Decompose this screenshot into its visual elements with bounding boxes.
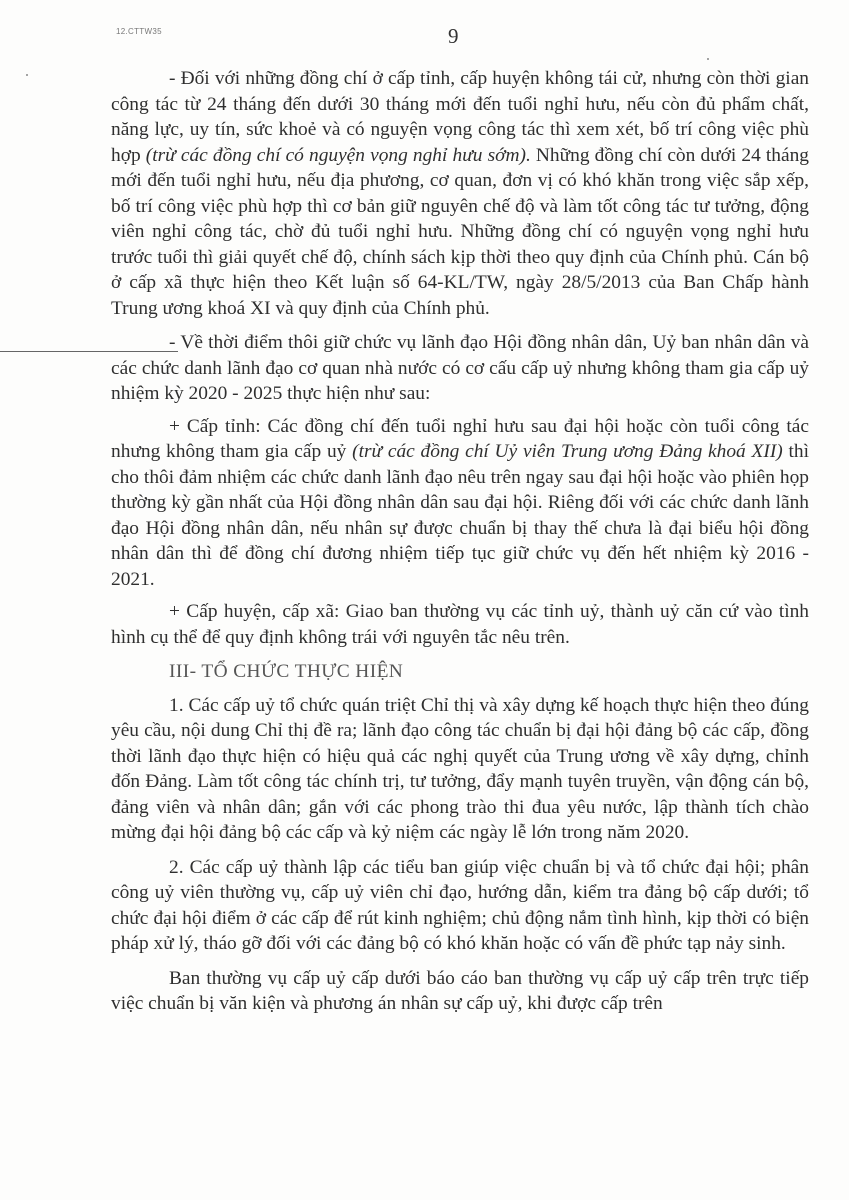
- paragraph-provincial-level: [111, 414, 809, 593]
- italic-note: (trừ các đồng chí có nguyện vọng nghỉ hưu sớm).: [145, 144, 531, 166]
- paragraph-item-1: [111, 693, 809, 846]
- paragraph-text: Những đồng chí còn dưới 24 tháng mới đến tuổi nghỉ hưu, nếu địa phương, cơ quan, đơn vị có khó khăn trong việc sắp xếp, bố trí công việc phù hợp thì cơ bản giữ nguyên chế độ và làm tốt công tác tư tưởng, động viên nghỉ công tác, chờ đủ tuổi nghỉ hưu. Những đồng chí có nguyện vọng nghỉ hưu trước tuổi thì giải quyết chế độ, chính sách kịp thời theo quy định của Chính phủ. Cán bộ ở cấp xã thực hiện theo Kết luận số 64-KL/TW, ngày 28/5/2013 của Ban Chấp hành Trung ương khoá XI và quy định của Chính phủ.: [111, 144, 809, 319]
- paragraph-item-2: [111, 855, 809, 957]
- paragraph-text: thì cho thôi đảm nhiệm các chức danh lãnh đạo nêu trên ngay sau đại hội hoặc vào phiên họp thường kỳ gần nhất của Hội đồng nhân dân sau đại hội. Riêng đối với các chức danh lãnh đạo Hội đồng nhân dân, nếu nhân sự được chuẩn bị thay thế chưa là đại biểu hội đồng nhân dân thì để đồng chí đương nhiệm tiếp tục giữ chức vụ đến hết nhiệm kỳ 2016 - 2021.: [111, 441, 809, 590]
- paragraph-district-commune-level: [111, 599, 809, 650]
- section-heading: III- TỔ CHỨC THỰC HIỆN: [169, 661, 404, 682]
- paragraph-text: 2. Các cấp uỷ thành lập các tiểu ban giúp việc chuẩn bị và tổ chức đại hội; phân công uỷ viên thường vụ, cấp uỷ viên chỉ đạo, hướng dẫn, kiểm tra đảng bộ cấp dưới; tổ chức đại hội điểm ở các cấp để rút kinh nghiệm; chủ động nắm tình hình, kịp thời có biện pháp xử lý, tháo gỡ đối với các đảng bộ có khó khăn hoặc có vấn đề phức tạp nảy sinh.: [111, 856, 809, 954]
- paragraph-text: - Đối với những đồng chí ở cấp tỉnh, cấp huyện không tái cử, nhưng còn thời gian công tác từ 24 tháng đến dưới 30 tháng mới đến tuổi nghỉ hưu, nếu còn đủ phẩm chất, năng lực, uy tín, sức khoẻ và có nguyện vọng công tác thì xem xét, bố trí công việc phù hợp: [111, 68, 809, 166]
- scan-speck: [26, 74, 28, 76]
- page-number: 9: [448, 24, 459, 48]
- scan-speck: [707, 58, 709, 60]
- paragraph-text: + Cấp tỉnh: Các đồng chí đến tuổi nghỉ hưu sau đại hội hoặc còn tuổi công tác nhưng không tham gia cấp uỷ: [111, 415, 809, 462]
- paragraph-text: 1. Các cấp uỷ tổ chức quán triệt Chỉ thị và xây dựng kế hoạch thực hiện theo đúng yêu cầu, nội dung Chỉ thị đề ra; lãnh đạo công tác chuẩn bị đại hội đảng bộ các cấp, đồng thời lãnh đạo thực hiện có hiệu quả các nghị quyết của Trung ương về xây dựng, chỉnh đốn Đảng. Làm tốt công tác chính trị, tư tưởng, đẩy mạnh tuyên truyền, vận động cán bộ, đảng viên và nhân dân; gắn với các phong trào thi đua yêu nước, lập thành tích chào mừng đại hội đảng bộ các cấp và kỷ niệm các ngày lễ lớn trong năm 2020.: [111, 694, 809, 843]
- document-code: 12.CTTW35: [116, 27, 162, 36]
- paragraph-standing-committee: [111, 966, 809, 1017]
- paragraph-text: - Về thời điểm thôi giữ chức vụ lãnh đạo Hội đồng nhân dân, Uỷ ban nhân dân và các chức danh lãnh đạo cơ quan nhà nước có cơ cấu cấp uỷ nhưng không tham gia cấp uỷ nhiệm kỳ 2020 - 2025 thực hiện như sau:: [111, 332, 809, 404]
- italic-note: (trừ các đồng chí Uỷ viên Trung ương Đảng khoá XII): [352, 441, 783, 462]
- document-body: [111, 66, 809, 1026]
- paragraph-retirement-provincial: [111, 66, 809, 321]
- paragraph-text: Ban thường vụ cấp uỷ cấp dưới báo cáo ban thường vụ cấp uỷ cấp trên trực tiếp việc chuẩn bị văn kiện và phương án nhân sự cấp uỷ, khi được cấp trên: [111, 967, 809, 1014]
- paragraph-text: + Cấp huyện, cấp xã: Giao ban thường vụ các tỉnh uỷ, thành uỷ căn cứ vào tình hình cụ thể để quy định không trái với nguyên tắc nêu trên.: [111, 601, 809, 648]
- paragraph-leadership-timing: [111, 330, 809, 407]
